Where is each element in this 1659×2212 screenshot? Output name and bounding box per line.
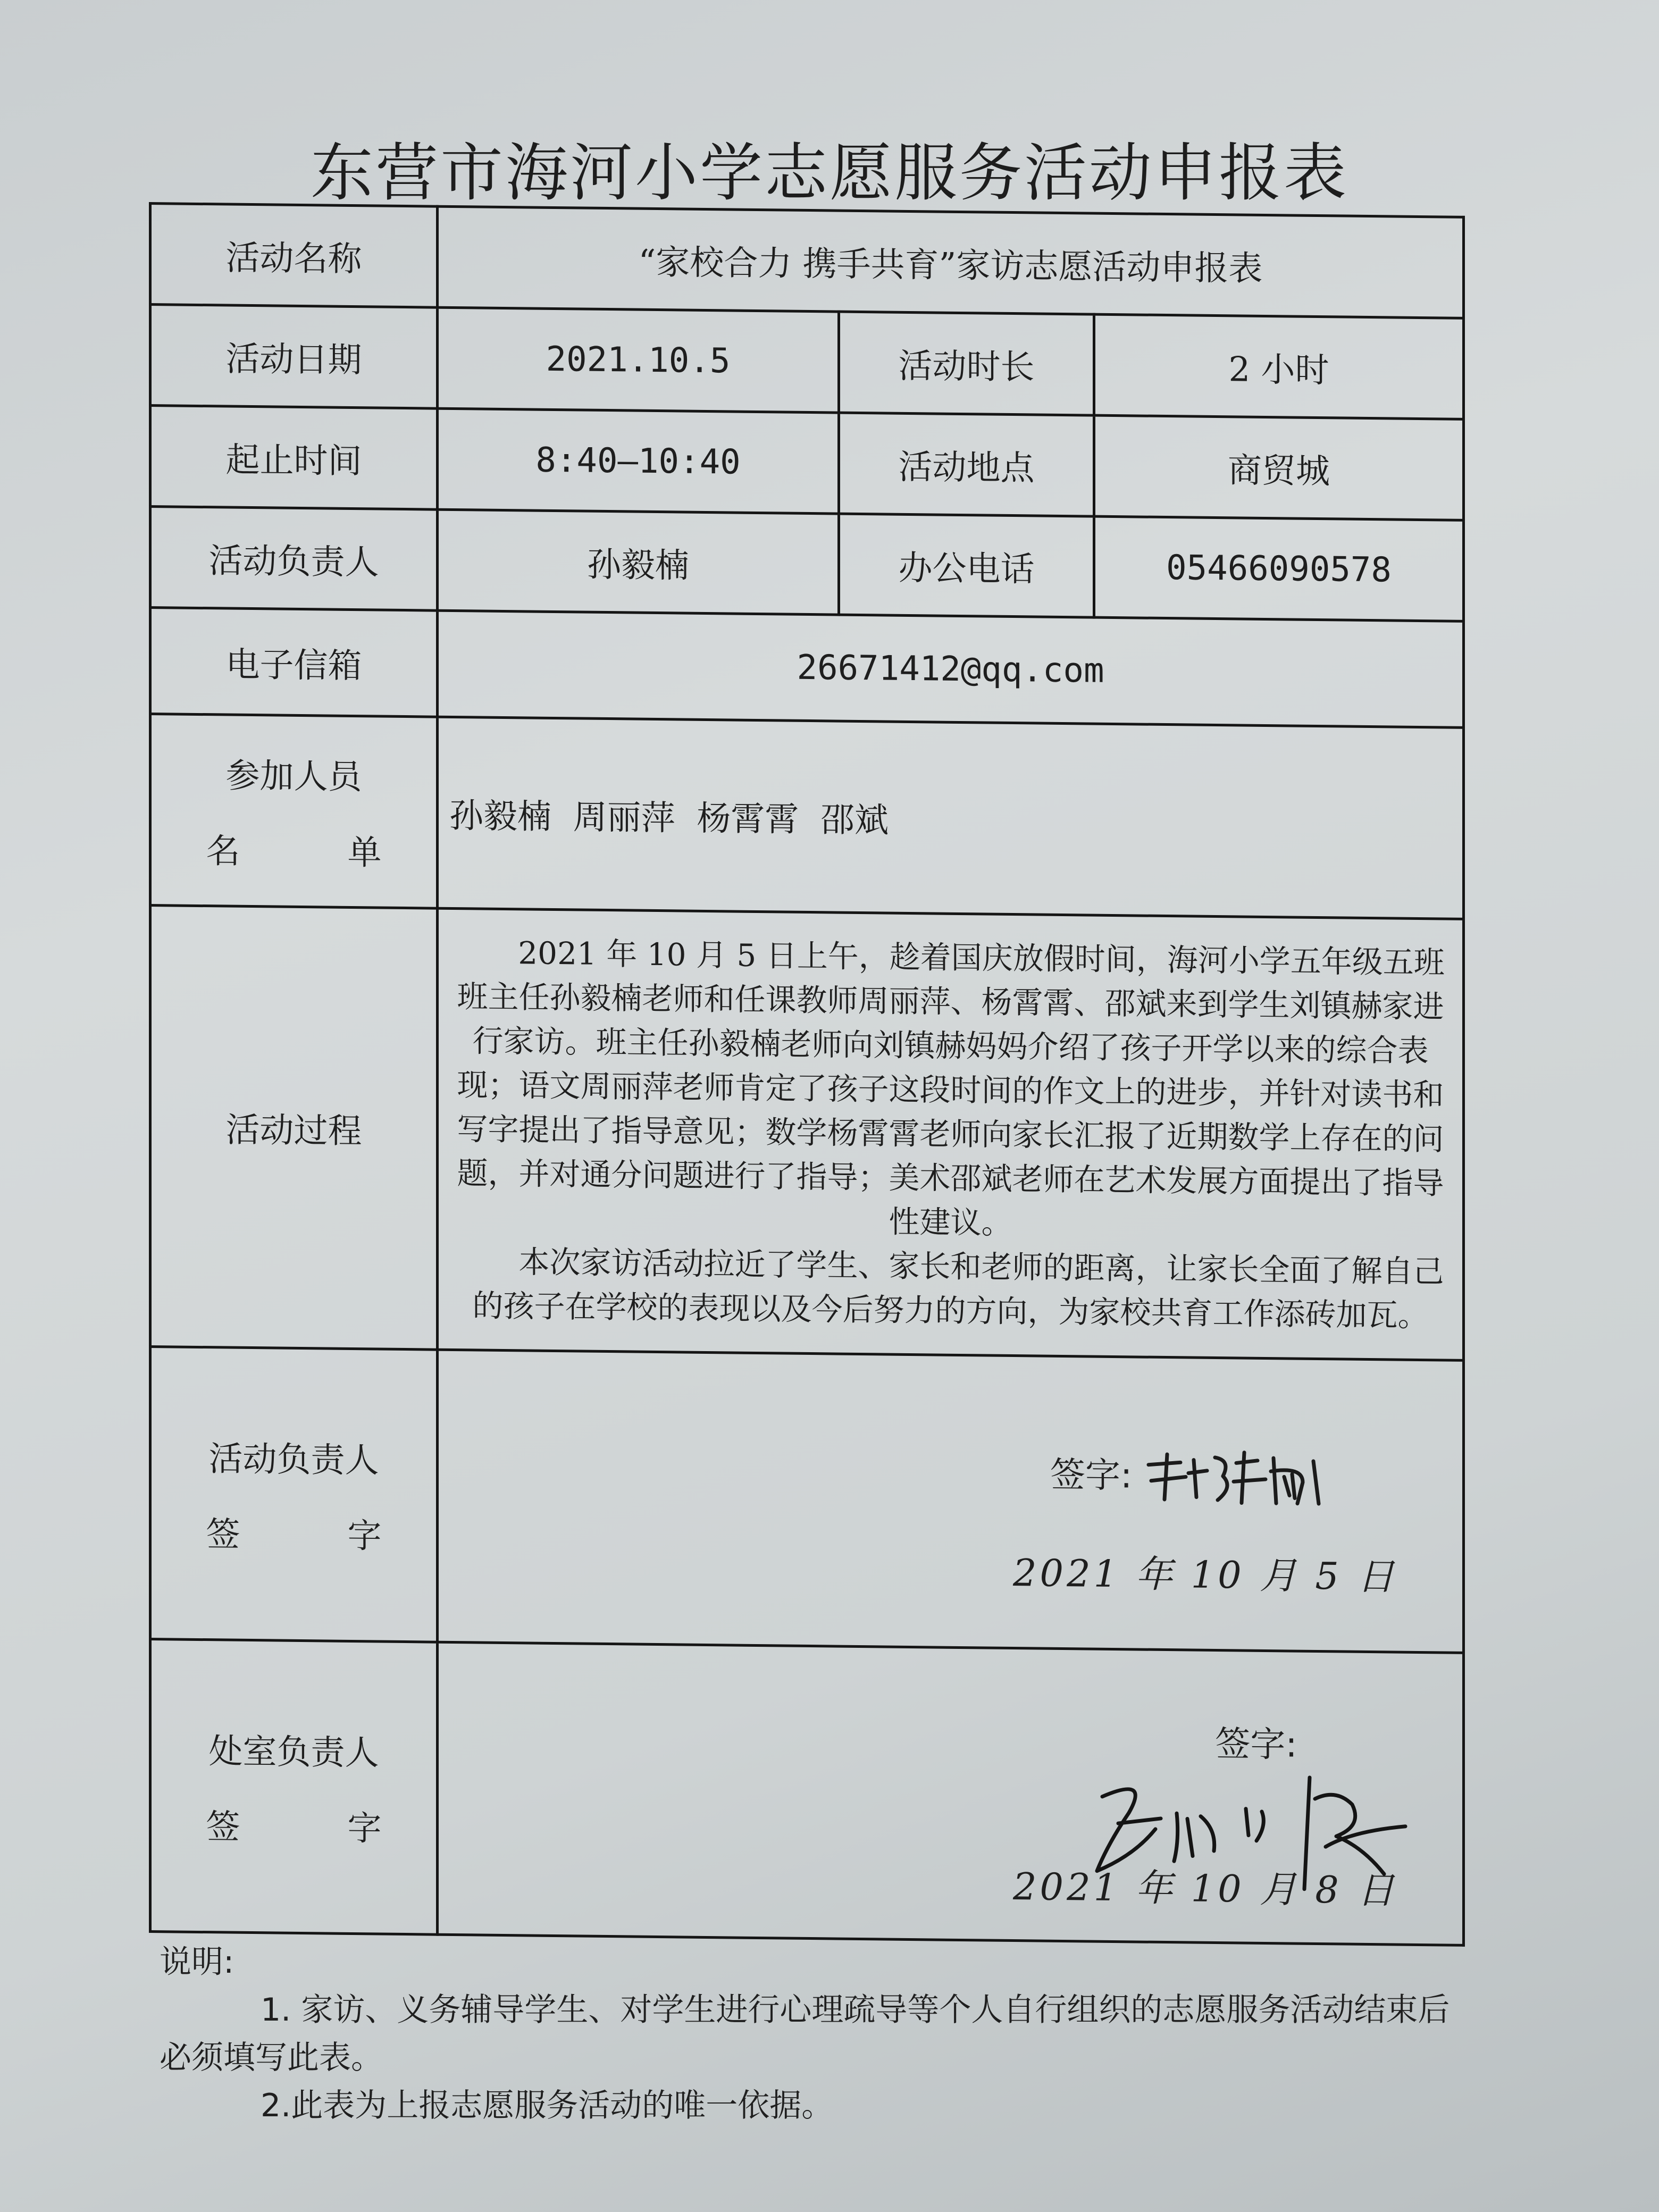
notes-heading: 说明: xyxy=(160,1943,234,1981)
row-participants xyxy=(150,714,1464,919)
date-value: 2021.10.5 xyxy=(438,307,839,413)
notes-item-1: 1. 家访、义务辅导学生、对学生进行心理疏导等个人自行组织的志愿服务活动结束后必须填写此表。 xyxy=(160,1991,1450,2076)
leader-label: 活动负责人 xyxy=(150,507,438,611)
row-date xyxy=(150,305,1464,420)
participants-label xyxy=(150,714,438,909)
office-sign-area xyxy=(438,1642,1464,1945)
phone-value: 05466090578 xyxy=(1094,516,1464,621)
row-activity-name xyxy=(150,204,1464,319)
notes-section xyxy=(160,1938,1468,2130)
row-email xyxy=(150,608,1464,728)
office-sign-label-char1: 签 xyxy=(206,1807,240,1847)
leader-sign-label-char2: 字 xyxy=(347,1516,382,1556)
office-sign-label-line1: 处室负责人 xyxy=(208,1731,379,1773)
email-label: 电子信箱 xyxy=(150,608,438,717)
document-title: 东营市海河小学志愿服务活动申报表 xyxy=(310,136,1348,210)
process-paragraph-2: 本次家访活动拉近了学生、家长和老师的距离，让家长全面了解自己的孩子在学校的表现以及今后努力的方向，为家校共育工作添砖加瓦。 xyxy=(472,1244,1444,1334)
date-label: 活动日期 xyxy=(150,305,438,409)
time-label: 起止时间 xyxy=(150,406,438,510)
office-sign-date: 2021 年 10 月 8 日 xyxy=(1013,1865,1398,1913)
phone-label: 办公电话 xyxy=(839,514,1094,617)
duration-label: 活动时长 xyxy=(839,312,1094,415)
leader-handwritten-signature xyxy=(1143,1444,1335,1515)
row-office-signature xyxy=(150,1639,1464,1946)
office-sign-label xyxy=(150,1639,438,1935)
leader-value: 孙毅楠 xyxy=(438,509,839,615)
row-leader xyxy=(150,507,1464,622)
leader-sign-label xyxy=(150,1347,438,1643)
location-value: 商贸城 xyxy=(1094,415,1464,520)
row-process xyxy=(150,906,1464,1361)
activity-name-label: 活动名称 xyxy=(150,204,438,308)
participants-label-char1: 名 xyxy=(206,831,240,872)
notes-item-2: 2.此表为上报志愿服务活动的唯一依据。 xyxy=(261,2087,834,2124)
row-leader-signature xyxy=(150,1347,1464,1653)
activity-name-value: “家校合力 携手共育”家访志愿活动申报表 xyxy=(438,206,1464,318)
participants-value: 孙毅楠 周丽萍 杨霄霄 邵斌 xyxy=(438,717,1464,919)
email-value: 26671412@qq.com xyxy=(438,610,1464,727)
leader-sign-label-line1: 活动负责人 xyxy=(208,1439,379,1481)
participants-label-line1: 参加人员 xyxy=(225,756,362,797)
application-form-table xyxy=(149,202,1465,1947)
time-value: 8:40—10:40 xyxy=(438,408,839,514)
leader-sign-label-char1: 签 xyxy=(206,1514,240,1555)
process-label: 活动过程 xyxy=(150,906,438,1350)
leader-sign-date: 2021 年 10 月 5 日 xyxy=(1013,1551,1398,1599)
office-sign-prefix: 签字: xyxy=(1215,1723,1297,1765)
office-sign-label-char2: 字 xyxy=(347,1808,382,1849)
location-label: 活动地点 xyxy=(839,413,1094,516)
process-content xyxy=(438,908,1464,1360)
leader-sign-prefix: 签字: xyxy=(1050,1454,1133,1496)
row-time xyxy=(150,406,1464,521)
process-paragraph-1: 2021 年 10 月 5 日上午，趁着国庆放假时间，海河小学五年级五班班主任孙毅楠老师和任课教师周丽萍、杨霄霄、邵斌来到学生刘镇赫家进行家访。班主任孙毅楠老师向刘镇赫妈妈介绍了孩子开学以来的综合表现；语文周丽萍老师肯定了孩子这段时间的作文上的进步，并针对读书和写字提出了指导意见；数学杨霄霄老师向家长汇报了近期数学上存在的问题，并对通分问题进行了指导；美术邵斌老师在艺术发展方面提出了指导性建议。 xyxy=(457,935,1445,1242)
duration-value: 2 小时 xyxy=(1094,314,1464,419)
leader-sign-area xyxy=(438,1350,1464,1653)
participants-label-char2: 单 xyxy=(347,833,382,873)
